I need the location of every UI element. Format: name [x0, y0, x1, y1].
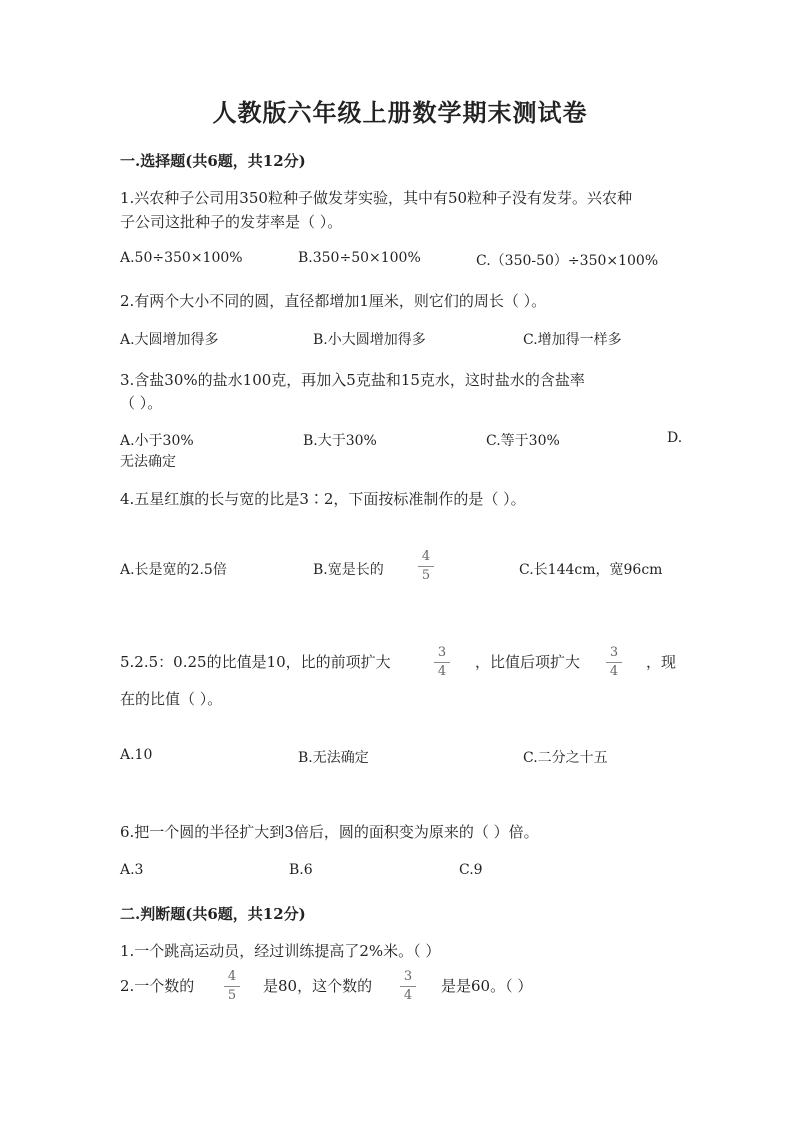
fraction-four-fifths [224, 969, 240, 1004]
fraction-denominator: 5 [227, 988, 237, 1003]
fraction-denominator: 4 [609, 664, 619, 679]
fraction-bar [224, 986, 240, 987]
q2-option-c[interactable]: C.增加得一样多 [523, 332, 622, 348]
question-5-part1: 5.2.5：0.25的比值是10，比的前项扩大 [120, 653, 391, 671]
q2-option-a[interactable]: A.大圆增加得多 [120, 332, 219, 348]
fraction-bar [606, 662, 622, 663]
judgment-2-part3: 是是60。（ ） [441, 977, 533, 995]
q4-option-a[interactable]: A.长是宽的2.5倍 [120, 562, 227, 578]
fraction-denominator: 4 [437, 664, 447, 679]
q1-option-b[interactable]: B.350÷50×100% [298, 250, 421, 266]
fraction-four-fifths [418, 549, 434, 584]
fraction-numerator: 3 [403, 969, 413, 984]
section-heading-judgment: 二.判断题(共6题，共12分) [120, 905, 306, 923]
judgment-1-line1: 1.一个跳高运动员，经过训练提高了2%米。（ ） [120, 942, 441, 960]
q2-option-b[interactable]: B.小大圆增加得多 [313, 332, 426, 348]
q6-option-a[interactable]: A.3 [120, 862, 144, 878]
fraction-bar [434, 662, 450, 663]
fraction-three-fourths [400, 969, 416, 1004]
fraction-bar [418, 566, 434, 567]
q5-option-a[interactable]: A.10 [120, 747, 153, 763]
q3-option-d-text: 无法确定 [120, 454, 176, 470]
page-title: 人教版六年级上册数学期末测试卷 [212, 98, 588, 127]
question-3-line1: 3.含盐30%的盐水100克，再加入5克盐和15克水，这时盐水的含盐率 [120, 371, 585, 389]
fraction-denominator: 4 [403, 988, 413, 1003]
question-5-line2: 在的比值（ ）。 [120, 690, 223, 708]
q4-option-b[interactable]: B.宽是长的 [313, 562, 384, 578]
question-6-line1: 6.把一个圆的半径扩大到3倍后，圆的面积变为原来的（ ）倍。 [120, 823, 539, 841]
question-5-part3: ，现 [646, 653, 677, 671]
question-1-line2: 子公司这批种子的发芽率是（ ）。 [120, 213, 343, 231]
question-3-line2: （ ）。 [120, 394, 163, 412]
question-4-line1: 4.五星红旗的长与宽的比是3∶2，下面按标准制作的是（ ）。 [120, 490, 526, 508]
fraction-numerator: 3 [609, 645, 619, 660]
q3-option-a[interactable]: A.小于30% [120, 433, 194, 449]
question-2-line1: 2.有两个大小不同的圆，直径都增加1厘米，则它们的周长（ ）。 [120, 292, 547, 310]
judgment-2-part1: 2.一个数的 [120, 977, 195, 995]
q5-option-c[interactable]: C.二分之十五 [523, 750, 608, 766]
question-5-part2: ，比值后项扩大 [475, 653, 581, 671]
q3-option-c[interactable]: C.等于30% [486, 433, 560, 449]
section-heading-choice: 一.选择题(共6题，共12分) [120, 152, 306, 170]
q5-option-b[interactable]: B.无法确定 [298, 750, 369, 766]
judgment-2-part2: 是80，这个数的 [263, 977, 373, 995]
q1-option-c[interactable]: C.（350-50）÷350×100% [476, 253, 659, 269]
q6-option-b[interactable]: B.6 [289, 862, 313, 878]
q1-option-a[interactable]: A.50÷350×100% [120, 250, 243, 266]
q3-option-b[interactable]: B.大于30% [303, 433, 377, 449]
fraction-bar [400, 986, 416, 987]
fraction-numerator: 4 [227, 969, 237, 984]
fraction-denominator: 5 [421, 568, 431, 583]
q6-option-c[interactable]: C.9 [459, 862, 483, 878]
question-1-line1: 1.兴农种子公司用350粒种子做发芽实验，其中有50粒种子没有发芽。兴农种 [120, 189, 633, 207]
q4-option-c[interactable]: C.长144cm，宽96cm [519, 562, 663, 578]
fraction-numerator: 4 [421, 549, 431, 564]
fraction-numerator: 3 [437, 645, 447, 660]
q3-option-d[interactable]: D. [667, 430, 683, 446]
fraction-three-fourths [434, 645, 450, 680]
fraction-three-fourths [606, 645, 622, 680]
